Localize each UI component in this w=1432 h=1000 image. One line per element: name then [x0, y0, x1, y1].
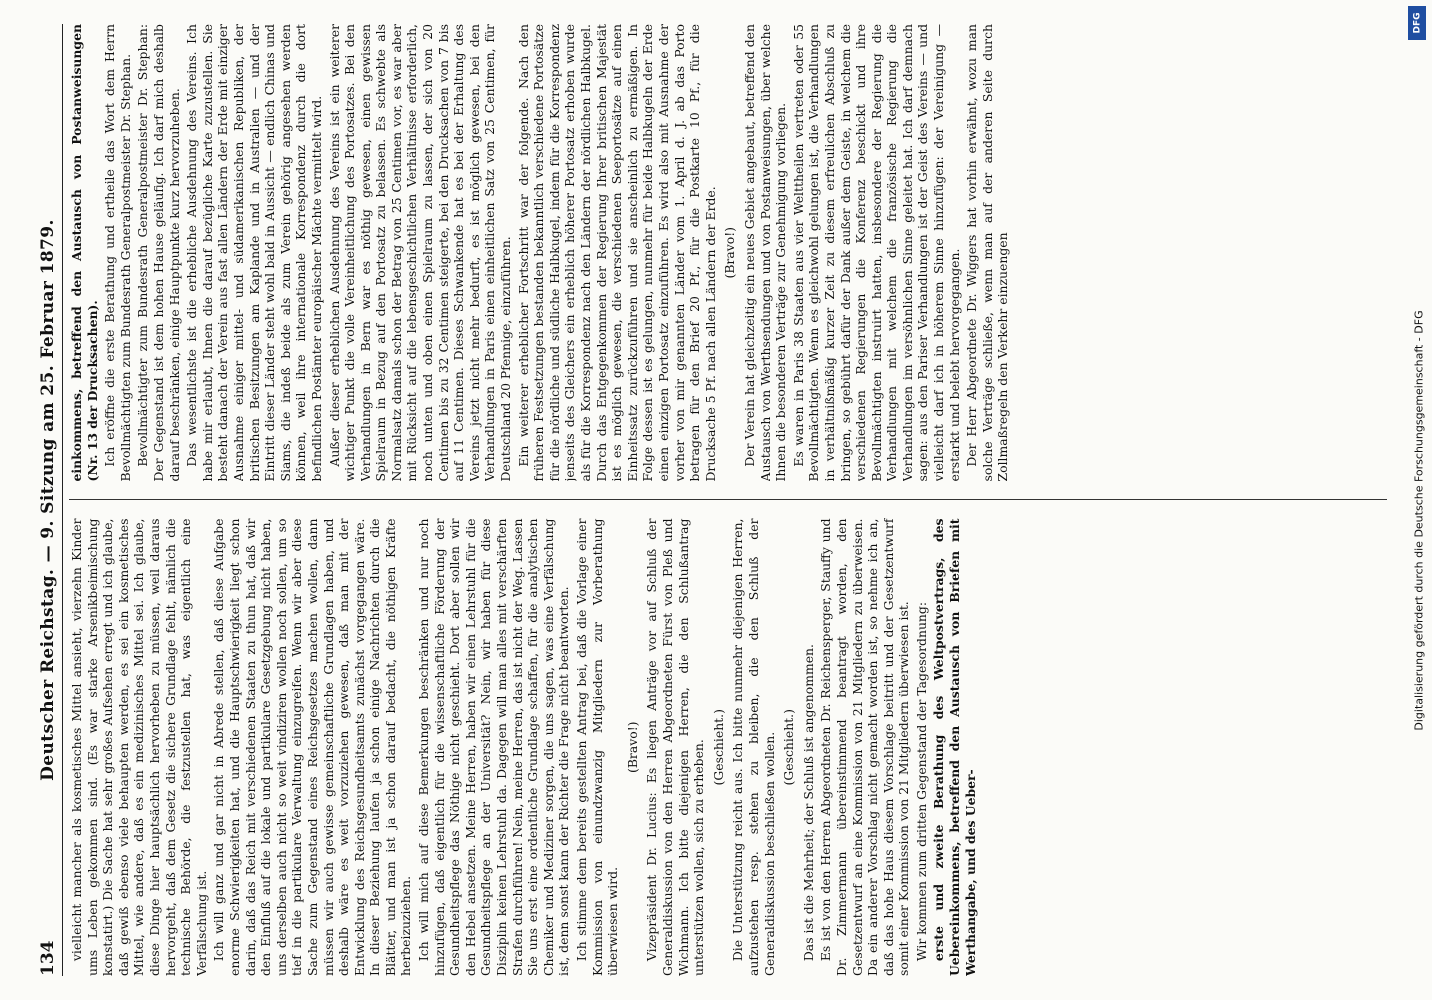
paragraph: Der Verein hat gleichzeitig ein neues Gebiet angebaut, betreffend den Austausch von Werthsendungen und von Postanweisungen, über welche Ihnen die besonderen Verträge zur Genehmigung vorliegen.	[741, 24, 789, 482]
text-columns	[69, 24, 1387, 976]
column-divider	[69, 500, 1387, 501]
stage-note: (Geschieht.)	[710, 709, 726, 786]
paragraph: Ich will mich auf diese Bemerkungen beschränken und nur noch hinzufügen, daß eigentlich für die wissenschaftliche Förderung der Gesundheitspflege das Nöthige nicht geschieht. Dort aber sollen wir den Hebel ansetzen. Meine Herren, haben wir einen Lehrstuhl für die Gesundheitspflege an der Universität? Nein, wir haben für diese Disziplin keinen Lehrstuhl da. Dagegen will man alles mit verschärften Strafen durchführen! Nein, meine Herren, das ist nicht der Weg. Lassen Sie uns erst eine ordentliche Grundlage schaffen, für die analytischen Chemiker und Mediziner sorgen, die uns sagen, was eine Verfälschung ist, denn sonst kann der Richter die Frage nicht beantworten.	[416, 518, 572, 976]
running-head	[38, 24, 63, 976]
agenda-item: erste und zweite Berathung des Weltpostvertrags, des Uebereinkommens, betreffend den Austausch von Briefen mit Werthangabe, und des Ueber-	[931, 518, 978, 976]
page-number: 134	[38, 940, 58, 976]
paragraph: Ich eröffne die erste Berathung und ertheile das Wort dem Herrn Bevollmächtigten zum Bundesrath Generalpostmeister Dr. Stephan.	[102, 24, 133, 482]
paragraph: Außer dieser erheblichen Ausdehnung des Vereins ist ein weiterer wichtiger Punkt die volle Vereinheitlichung des Portosatzes. Bei den Verhandlungen in Bern war es nöthig gewesen, einen gewissen Spielraum in Bezug auf den Portosatz zu belassen. Es schwebte als Normalsatz damals schon der Betrag von 25 Centimen vor, es war aber mit Rücksicht auf die lebensgeschichtlichen Verhältnisse erforderlich, noch unten und oben einen Spielraum zu lassen, der sich von 20 Centimen bis zu 32 Centimen steigerte, bei den Drucksachen von 7 bis auf 11 Centimen. Dieses Schwankende hat es bei der Erhaltung des Vereins jetzt nicht mehr bedurft, es ist möglich gewesen, bei den Verhandlungen in Paris einen einheitlichen Satz von 25 Centimen, für Deutschland 20 Pfennige, einzuführen.	[326, 24, 514, 482]
left-column	[69, 519, 1387, 977]
applause-note: (Bravo!)	[624, 721, 640, 774]
paragraph: Es ist von den Herren Abgeordneten Dr. Reichensperger, Stauffy und Dr. Zimmermann übereinstimmend beantragt worden, den Gesetzentwurf an eine Kommission von 21 Mitgliedern zu überweisen. Da ein anderer Vorschlag nicht gemacht worden ist, so nehme ich an, daß das hohe Haus diesem Vorschlage beitritt und der Gesetzentwurf somit einer Kommission von 21 Mitgliedern überwiesen ist.	[818, 518, 912, 976]
paragraph: Der Herr Abgeordnete Dr. Wiggers hat vorhin erwähnt, wozu man solche Verträge schließe, wenn man auf der anderen Seite durch Zollmaßregeln den Verkehr einzuengen	[964, 24, 1011, 482]
paragraph: Bevollmächtigter zum Bundesrath Generalpostmeister Dr. Stephan: Der Gegenstand ist dem hohen Hause geläufig. Ich darf mich deshalb darauf beschränken, einige Hauptpunkte kurz hervorzuheben.	[135, 24, 182, 482]
paragraph: vielleicht mancher als kosmetisches Mittel ansieht, vierzehn Kinder ums Leben gekommen sind. (Es war starke Arsenikbeimischung konstatirt.) Die Sache hat sehr großes Aufsehen erregt und ich glaube, daß gewiß ebenso viele behaupten werden, es sei ein kosmetisches Mittel, wie andere, daß es ein medizinisches Mittel sei. Ich glaube, diese Dinge hier hauptsächlich hervorheben zu müssen, weil daraus hervorgeht, daß dem Gesetz die sichere Grundlage fehlt, nämlich die technische Behörde, die festzustellen hat, was eigentlich eine Verfälschung ist.	[69, 518, 209, 976]
paragraph: Es waren in Paris 38 Staaten aus vier Welttheilen vertreten oder 55 Bevollmächtigten. Wenn es gleichwohl gelungen ist, die Verhandlungen in verhältnißmäßig kurzer Zeit zu diesem erfreulichen Abschluß zu bringen, so gebührt dafür der Dank außer dem Geiste, in welchem die verschiedenen Regierungen die Konferenz beschickt und ihre Bevollmächtigten instruirt hatten, insbesondere der Regierung die Verhandlungen mit welchem die französische Regierung die Verhandlungen im versöhnlichen Sinne geleitet hat. Ich darf demnach sagen: aus den Pariser Verhandlungen ist der Geist des Vereins — und vielleicht darf ich in höherem Sinne hinzufügen: der Vereinigung — erstarkt und belebt hervorgegangen.	[790, 24, 962, 482]
page-title: Deutscher Reichstag. — 9. Sitzung am 25. Februar 1879.	[38, 219, 58, 781]
paragraph: Vizepräsident Dr. Lucius: Es liegen Anträge vor auf Schluß der Generaldiskussion von den Herren Abgeordneten Fürst von Pleß und Wichmann. Ich bitte diejenigen Herren, die den Schlußantrag unterstützen wollen, sich zu erheben.	[644, 518, 707, 976]
dfg-logo-icon	[1408, 6, 1426, 40]
right-column	[69, 24, 1387, 482]
digitization-credit	[1408, 40, 1430, 1000]
stage-note: (Geschieht.)	[781, 709, 797, 786]
agenda-item-continued: einkommens, betreffend den Austausch von Postanweisungen (Nr. 13 der Drucksachen).	[69, 24, 100, 482]
paragraph: Das wesentlichste ist die erhebliche Ausdehnung des Vereins. Ich habe mir erlaubt, Ihnen die darauf bezügliche Karte zuzustellen. Sie besteht danach der Verein aus fast allen Ländern der Erde mit einziger Ausnahme einiger mittel- und südamerikanischen Republiken, der britischen Besitzungen am Kaplande und in Australien — und der Eintritt dieser Länder steht wohl bald in Aussicht — endlich Chinas und Siams, die indeß beide als zum Verein gehörig angesehen werden können, weil ihre internationale Korrespondenz durch die dort befindlichen Postämter europäischer Mächte vermittelt wird.	[184, 24, 324, 482]
paragraph: Ein weiterer erheblicher Fortschritt war der folgende. Nach den früheren Festsetzungen bestanden bekanntlich verschiedene Portosätze für die nördliche und südliche Halbkugel, indem für die Korrespondenz jenseits des Gleichers ein erheblich höherer Portosatz erhoben wurde als für die Korrespondenz nach den Ländern der nördlichen Halbkugel. Durch das Entgegenkommen der Regierung Ihrer britischen Majestät ist es möglich gewesen, die verschiedenen Seeportosätze auf einen Einheitssatz zurückzuführen und sie anscheinlich zu ermäßigen. In Folge dessen ist es gelungen, nunmehr für beide Halbkugeln der Erde einen einzigen Portosatz einzuführen. Es wird also mit Ausnahme der vorher von mir genannten Länder vom 1. April d. J. ab das Porto betragen für den Brief 20 Pf., für die Postkarte 10 Pf., für die Drucksache 5 Pf. nach allen Ländern der Erde.	[515, 24, 718, 482]
paragraph: Wir kommen zum dritten Gegenstand der Tagesordnung:	[913, 601, 929, 962]
applause-note: (Bravo!)	[722, 226, 738, 279]
rotated-page	[16, 0, 1416, 1000]
paragraph: Ich will ganz und gar nicht in Abrede stellen, daß diese Aufgabe enorme Schwierigkeiten hat, und die Hauptschwierigkeit liegt schon darin, daß das Reich mit verschiedenen Staaten zu thun hat, daß wir den Einfluß auf die lokale und partikulare Gesetzgebung nicht haben, uns derselben auch nicht so weit vindiziren wollen noch sollen, um so tief in die partikulare Verwaltung einzugreifen. Wenn wir aber diese Sache zum Gegenstand eines Reichsgesetzes machen wollen, dann müssen wir auch gewisse gemeinschaftliche Grundlagen haben, und deshalb wäre es weit vorzuziehen gewesen, daß man mit der Entwicklung des Reichsgesundheitsamts zunächst vorgegangen wäre. In dieser Beziehung laufen ja schon einige Nachrichten durch die Blätter, und man ist ja schon darauf bedacht, die nöthigen Kräfte herbeizuziehen.	[211, 518, 414, 976]
paragraph: Ich stimme dem bereits gestellten Antrag bei, daß die Vorlage einer Kommission von einundzwanzig Mitgliedern zur Vorberathung überwiesen wird.	[574, 518, 621, 976]
dfg-logo-label: DFG	[1412, 12, 1423, 34]
paragraph: Das ist die Mehrheit; der Schluß ist angenommen.	[800, 644, 816, 962]
credit-text: Digitalisierung gefördert durch die Deutsche Forschungsgemeinschaft - DFG	[1412, 309, 1426, 731]
paragraph: Die Unterstützung reicht aus. Ich bitte nunmehr diejenigen Herren, aufzustehen resp. stehen zu bleiben, die den Schluß der Generaldiskussion beschließen wollen.	[730, 518, 777, 976]
